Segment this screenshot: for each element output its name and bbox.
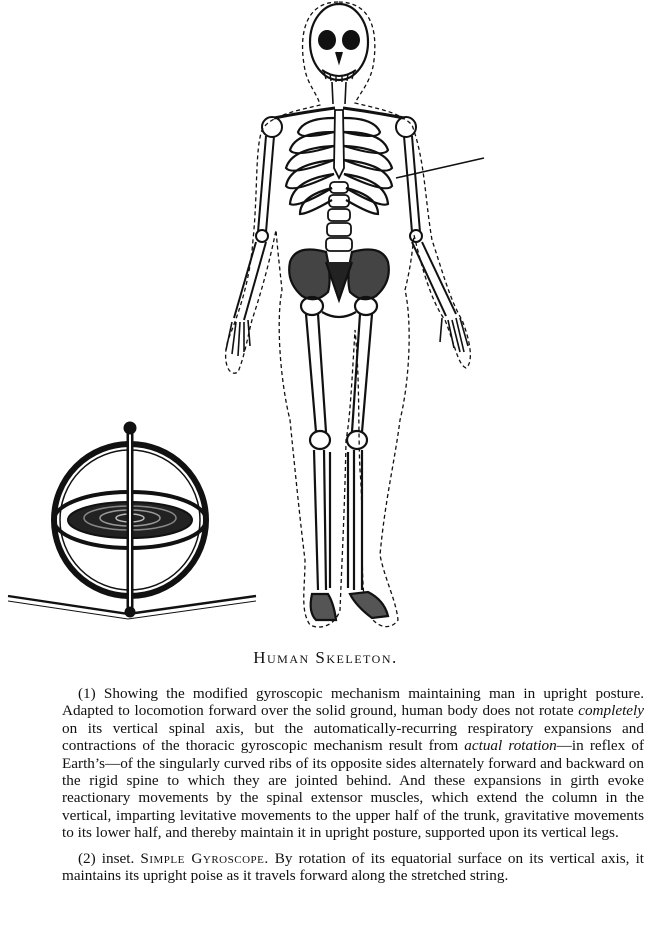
- paragraph-text: By rotation of its equatorial surface on its vertical axis, it maintains its upright poise as it travels forward along the stretched string.: [62, 849, 645, 885]
- paragraph-text: —in reflex of Earth’s—of the singularly curved ribs of its opposite sides alternately forward and backward on the rigid spine to which they are jointed behind. And these expansions in girth evoke reactionary movements by the spinal extensor muscles, which extend the column in the vertical, imparting levitative movements to the upper half of the trunk, gravitative movements to its lower half, and thereby maintain it in upright posture, supported upon its vertical legs.: [62, 737, 645, 842]
- gyroscope: [8, 422, 256, 619]
- paragraph-text: on its vertical spinal axis, but the automatically-recurring respiratory expansions and contractions of the thoracic gyroscopic mechanism result from: [62, 719, 644, 755]
- paragraph-text: (2) inset.: [78, 849, 141, 867]
- legs: [306, 314, 388, 620]
- emphasis-text: actual rotation: [464, 737, 557, 755]
- string-right: [128, 596, 256, 614]
- pointer-line: [396, 158, 484, 178]
- human-skeleton: [226, 2, 484, 627]
- paragraph-text: (1) Showing the modified gyroscopic mechanism maintaining man in upright posture. Adapted to locomotion forward over the solid ground, human body does not rotate: [62, 685, 644, 720]
- ribcage: [286, 118, 392, 214]
- gyroscope-heading: Simple Gyroscope.: [140, 849, 269, 867]
- pelvis: [289, 250, 389, 317]
- paragraph-gyroscope: [62, 850, 644, 885]
- caption-body: [62, 685, 644, 892]
- left-arm: [226, 136, 274, 356]
- emphasis-text: completely: [578, 702, 644, 720]
- string-left: [8, 596, 128, 614]
- sternum: [334, 110, 344, 178]
- paragraph-skeleton: [62, 685, 644, 842]
- figure-caption-title: Human Skeleton.: [253, 648, 398, 667]
- spine: [326, 182, 352, 251]
